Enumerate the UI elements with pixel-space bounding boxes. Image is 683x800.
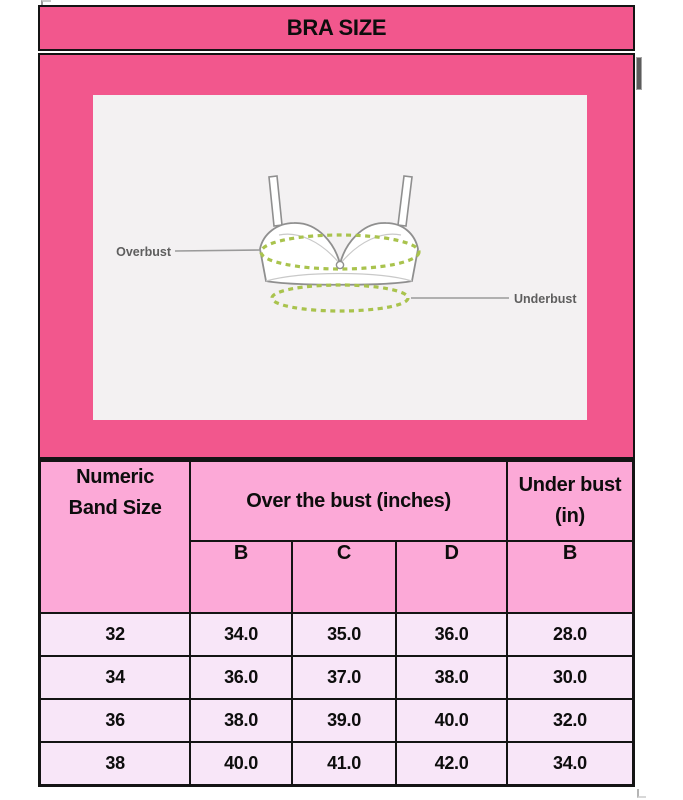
bra-center-clasp (336, 261, 343, 268)
table-row (40, 613, 634, 656)
cup-c-cell: 41.0 (292, 742, 397, 786)
diagram-panel (38, 53, 635, 459)
cup-c-cell: 37.0 (292, 656, 397, 699)
band-size-cell: 34 (40, 656, 191, 699)
under-bust-cell: 30.0 (507, 656, 634, 699)
cup-d-cell: 38.0 (396, 656, 507, 699)
scrollbar-thumb-artifact[interactable] (636, 57, 642, 90)
bra-body (260, 223, 418, 285)
table-row (40, 699, 634, 742)
cup-c-cell: 39.0 (292, 699, 397, 742)
cup-b-cell: 40.0 (190, 742, 292, 786)
under-bust-cell: 32.0 (507, 699, 634, 742)
overbust-label: Overbust (116, 245, 171, 259)
cup-b-cell: 36.0 (190, 656, 292, 699)
table-header-row-groups (40, 461, 634, 542)
title-bar (38, 5, 635, 51)
bra-diagram-image (93, 95, 587, 420)
bra-size-table (38, 459, 635, 787)
header-cup-d: D (396, 541, 507, 613)
header-over-the-bust: Over the bust (inches) (190, 461, 507, 542)
screenshot-artifact-bottom-right (637, 789, 646, 798)
band-size-cell: 36 (40, 699, 191, 742)
band-size-cell: 32 (40, 613, 191, 656)
cup-d-cell: 36.0 (396, 613, 507, 656)
page-title: BRA SIZE (286, 15, 387, 40)
under-bust-cell: 28.0 (507, 613, 634, 656)
table-row (40, 656, 634, 699)
overbust-pointer-line (175, 250, 261, 251)
cup-d-cell: 42.0 (396, 742, 507, 786)
band-size-cell: 38 (40, 742, 191, 786)
header-cup-b: B (190, 541, 292, 613)
header-numeric-band-size (40, 461, 191, 614)
cup-d-cell: 40.0 (396, 699, 507, 742)
header-numeric-band-size-line2: Band Size (68, 497, 162, 519)
header-under-bust-b: B (507, 541, 634, 613)
cup-b-cell: 38.0 (190, 699, 292, 742)
header-numeric-band-size-line1: Numeric (76, 466, 155, 488)
cup-b-cell: 34.0 (190, 613, 292, 656)
header-cup-c: C (292, 541, 397, 613)
cup-c-cell: 35.0 (292, 613, 397, 656)
header-under-bust-line2: (in) (554, 505, 585, 527)
bra-straps (269, 176, 412, 226)
table-row (40, 742, 634, 786)
header-under-bust (507, 461, 634, 542)
bra-diagram-svg (93, 95, 587, 420)
underbust-label: Underbust (514, 292, 577, 306)
under-bust-cell: 34.0 (507, 742, 634, 786)
header-under-bust-line1: Under bust (518, 474, 622, 496)
underbust-measure-ellipse (272, 285, 408, 311)
